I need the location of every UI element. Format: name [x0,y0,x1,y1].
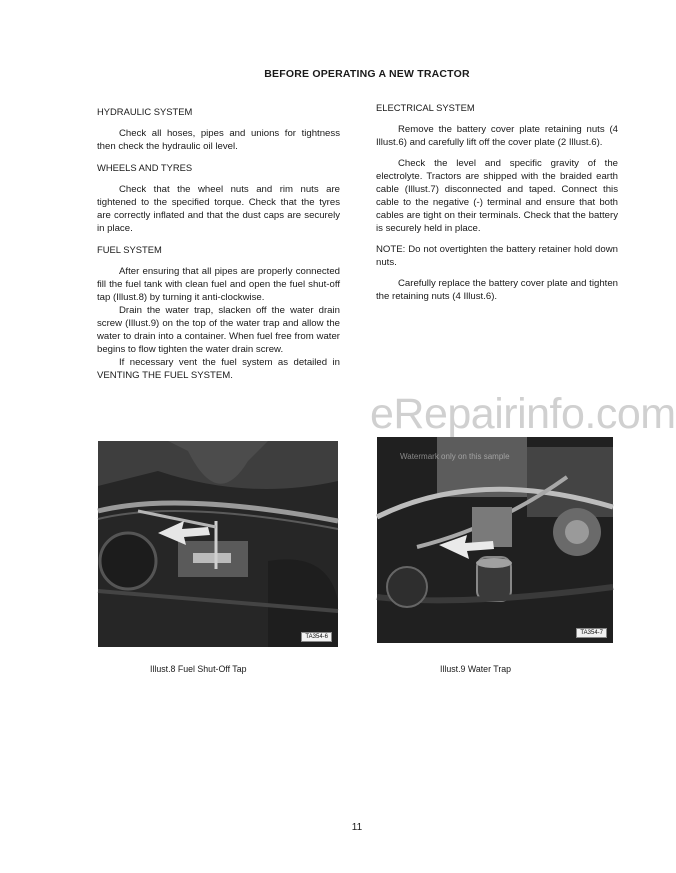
electrical-text-2: Check the level and specific gravity of the electrolyte. Tractors are shipped with the braided earth cable (Illust.7) disconnected and taped. Connect this cable to the negative (-) terminal and ensure that both cables are tight on their terminals. Check that the battery is securely held in place. [376,158,618,234]
wheels-text: Check that the wheel nuts and rim nuts are tightened to the specified torque. Check that the tyres are correctly inflated and that the dust caps are securely in place. [97,184,340,234]
page-number: 11 [351,822,363,833]
figure-caption-8: Illust.8 Fuel Shut-Off Tap [150,664,247,674]
electrical-heading: ELECTRICAL SYSTEM [376,102,475,113]
figure-tag-8: TA354-6 [301,632,332,642]
fuel-shutoff-tap-photo [98,441,338,647]
figure-caption-9: Illust.9 Water Trap [440,664,512,674]
fuel-heading: FUEL SYSTEM [97,244,162,255]
watermark-subtext: Watermark only on this sample [400,452,510,461]
page-title: BEFORE OPERATING A NEW TRACTOR [264,68,470,80]
fuel-text-1: After ensuring that all pipes are properly connected fill the fuel tank with clean fuel and open the fuel shut-off tap (Illust.8) by turning it anti-clockwise. [97,266,340,303]
hydraulic-heading: HYDRAULIC SYSTEM [97,106,193,117]
electrical-note: NOTE: Do not overtighten the battery retainer hold down nuts. [376,244,618,268]
water-trap-illustration [377,437,613,643]
fuel-text-3: If necessary vent the fuel system as detailed in VENTING THE FUEL SYSTEM. [97,357,340,381]
water-trap-photo [377,437,613,643]
wheels-heading: WHEELS AND TYRES [97,162,193,173]
electrical-text-3: Carefully replace the battery cover plate and tighten the retaining nuts (4 Illust.6). [376,278,618,302]
right-column [376,101,618,309]
left-column [97,105,340,382]
fuel-text-2: Drain the water trap, slacken off the water drain screw (Illust.9) on the top of the water trap and allow the water to drain into a container. When fuel free from water begins to flow tighten the water drain screw. [97,305,340,355]
figure-tag-9: TA354-7 [576,628,607,638]
site-watermark: eRepairinfo.com [370,390,676,438]
electrical-text-1: Remove the battery cover plate retaining nuts (4 Illust.6) and carefully lift off the cover plate (2 Illust.6). [376,124,618,148]
fuel-tap-illustration [98,441,338,647]
hydraulic-text: Check all hoses, pipes and unions for tightness then check the hydraulic oil level. [97,128,340,152]
